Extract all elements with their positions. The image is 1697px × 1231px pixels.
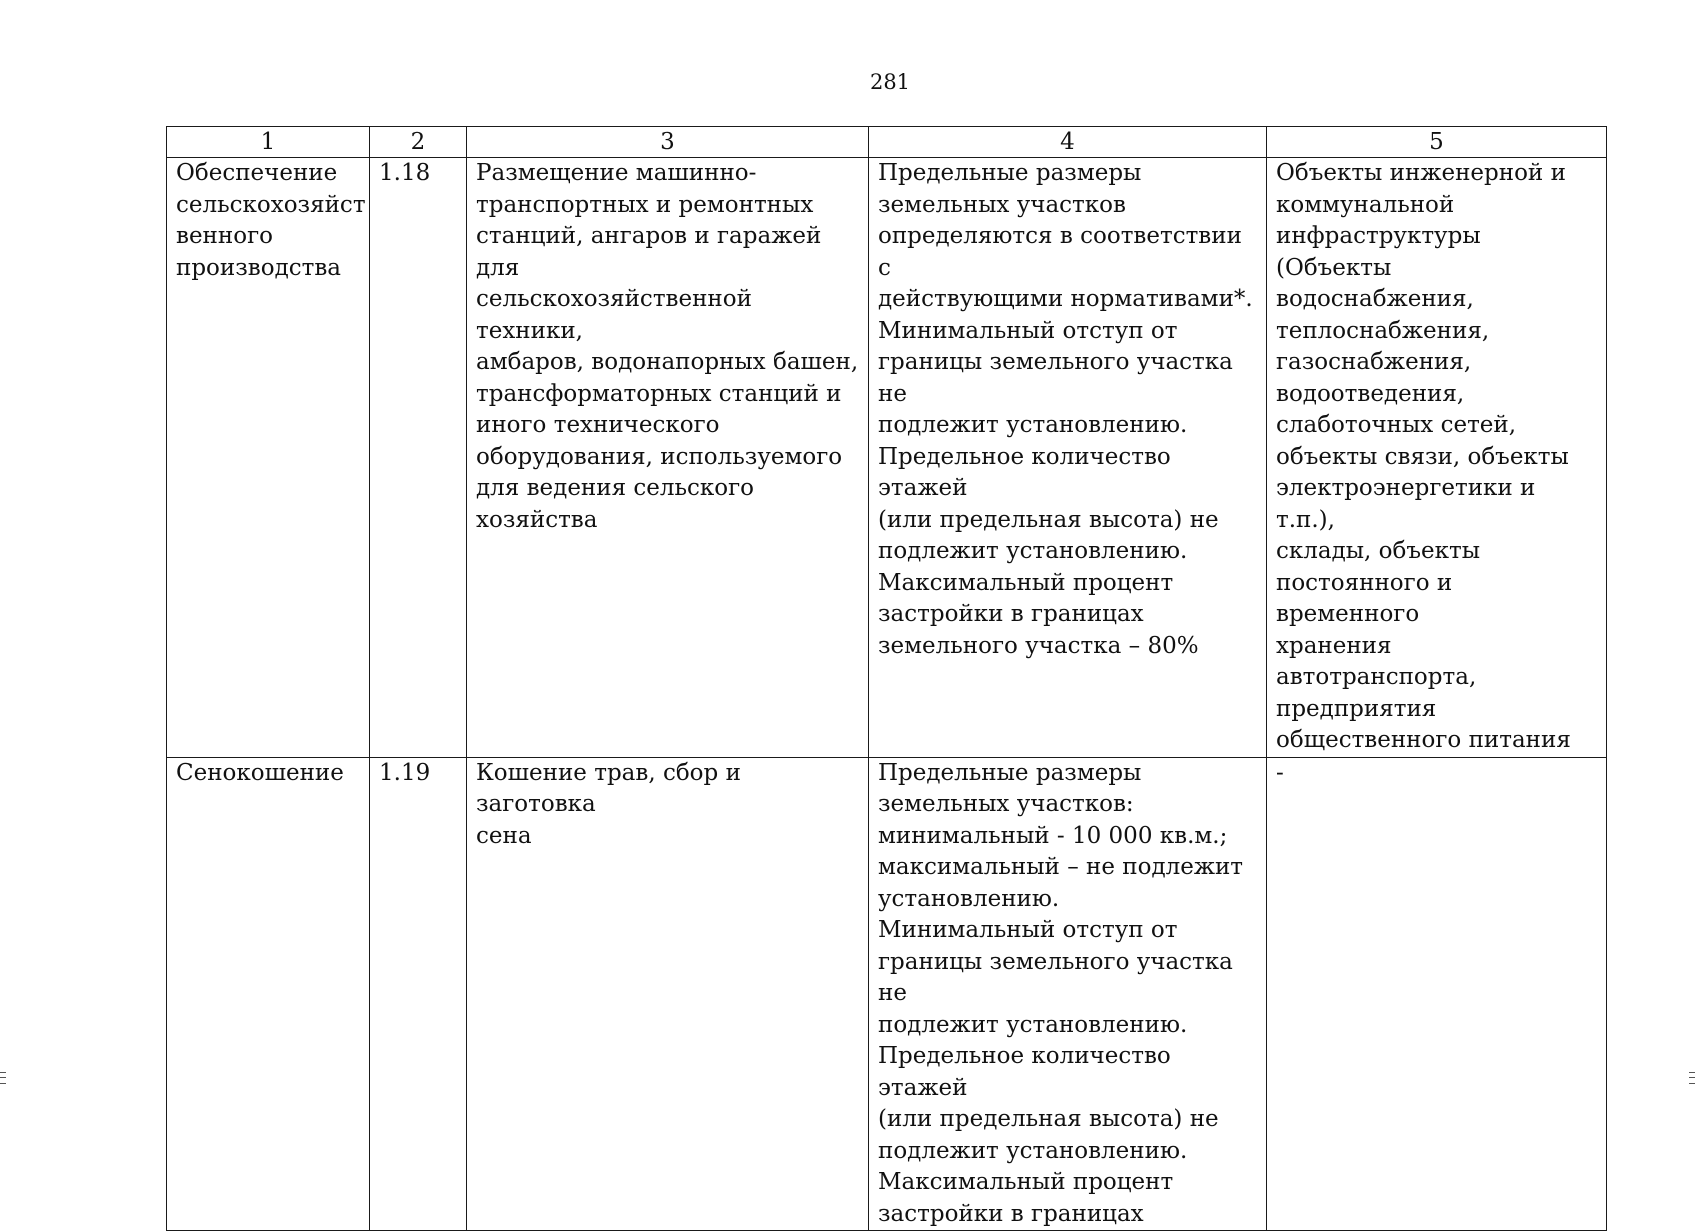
column-number-5: 5 [1267, 127, 1607, 158]
use-type-name: Сенокошение [167, 757, 370, 1231]
page-number: 281 [869, 70, 911, 94]
use-type-parameters: Предельные размеры земельных участков определяются в соответствии с действующими нормативами*. Минимальный отступ от границы земельного участка не подлежит установлению. Предельное количество этажей (или предельная высота) не подлежит установлению. Максимальный процент застройки в границах земельного участка – 80% [869, 158, 1267, 758]
table-row [167, 757, 1607, 1231]
column-number-1: 1 [167, 127, 370, 158]
use-type-auxiliary: Объекты инженерной и коммунальной инфраструктуры (Объекты водоснабжения, теплоснабжения, газоснабжения, водоотведения, слаботочных сетей, объекты связи, объекты электроэнергетики и т.п.), склады, объекты постоянного и временного хранения автотранспорта, предприятия общественного питания [1267, 158, 1607, 758]
land-use-table [166, 126, 1607, 1231]
use-type-description: Кошение трав, сбор и заготовка сена [467, 757, 869, 1231]
use-type-code: 1.18 [370, 158, 467, 758]
right-edge-mark [1689, 1072, 1695, 1084]
table-row [167, 158, 1607, 758]
use-type-parameters: Предельные размеры земельных участков: минимальный - 10 000 кв.м.; максимальный – не подлежит установлению. Минимальный отступ от границы земельного участка не подлежит установлению. Предельное количество этажей (или предельная высота) не подлежит установлению. Максимальный процент застройки в границах [869, 757, 1267, 1231]
use-type-auxiliary: - [1267, 757, 1607, 1231]
table-header-row [167, 127, 1607, 158]
column-number-2: 2 [370, 127, 467, 158]
left-edge-mark [0, 1072, 6, 1084]
use-type-name: Обеспечение сельскохозяйст венного производства [167, 158, 370, 758]
use-type-description: Размещение машинно- транспортных и ремонтных станций, ангаров и гаражей для сельскохозяйственной техники, амбаров, водонапорных башен, трансформаторных станций и иного технического оборудования, используемого для ведения сельского хозяйства [467, 158, 869, 758]
column-number-3: 3 [467, 127, 869, 158]
use-type-code: 1.19 [370, 757, 467, 1231]
column-number-4: 4 [869, 127, 1267, 158]
